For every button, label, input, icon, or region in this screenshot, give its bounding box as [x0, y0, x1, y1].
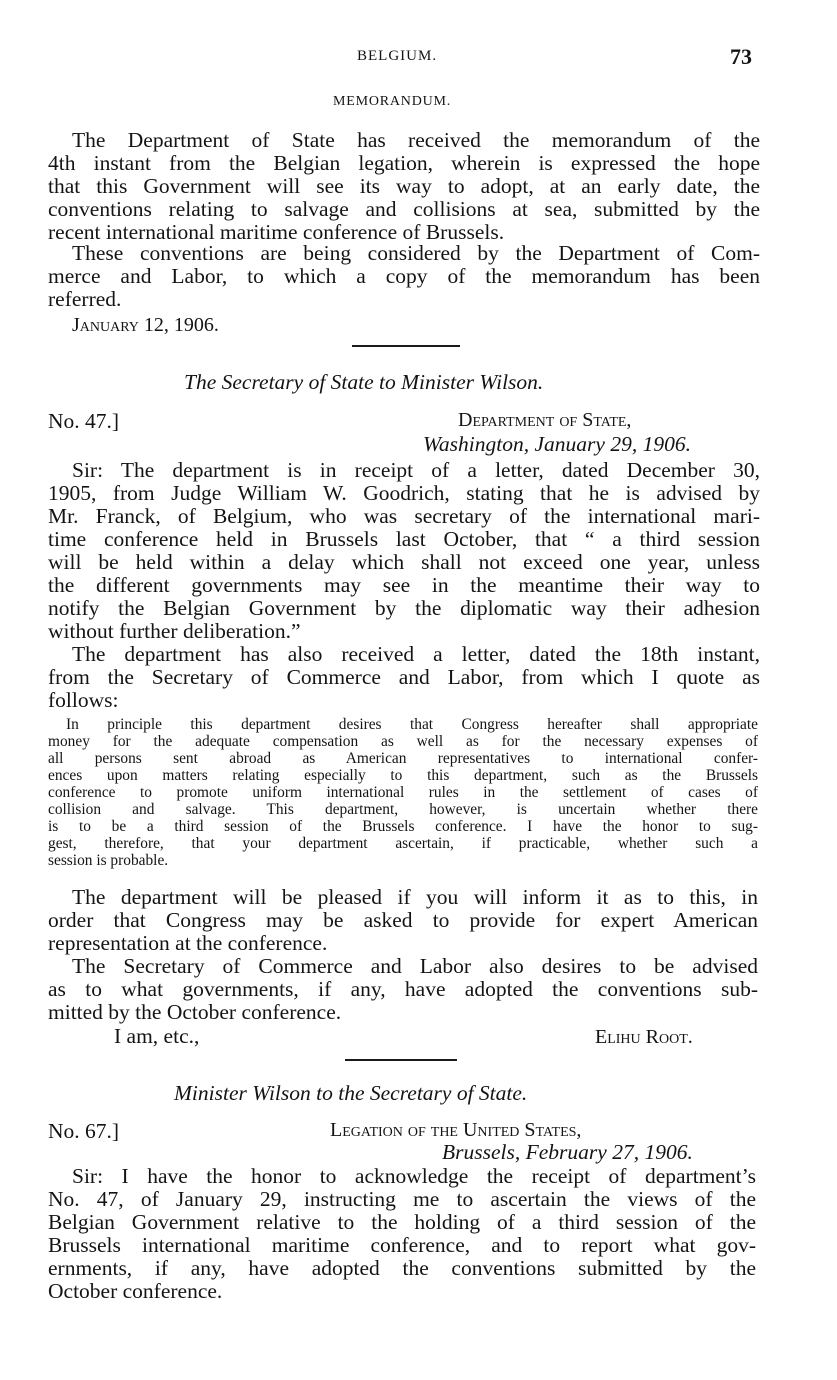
quote-line: is to be a third session of the Brussels conference. I have the honor to sug-: [48, 818, 758, 835]
text-line: The department will be pleased if you will inform it as to this, in: [72, 885, 758, 909]
letter-2-number: No. 67.]: [48, 1119, 120, 1143]
text-line: Sir: The department is in receipt of a letter, dated December 30,: [72, 458, 760, 482]
quote-line: In principle this department desires that Congress hereafter shall appropriate: [66, 716, 758, 733]
letter-2-office: Legation of the United States,: [330, 1119, 582, 1141]
letter-1-place-date: Washington, January 29, 1906.: [423, 432, 691, 456]
quote-line: gest, therefore, that your department ascertain, if practicable, whether such a: [48, 835, 758, 852]
letter-1-signature: Elihu Root.: [595, 1026, 693, 1048]
text-line: time conference held in Brussels last October, that “ a third session: [48, 527, 760, 551]
text-line: notify the Belgian Government by the diplomatic way their adhesion: [48, 596, 760, 620]
letter-2-place-date: Brussels, February 27, 1906.: [442, 1140, 693, 1164]
text-line: without further deliberation.”: [48, 619, 301, 643]
text-line: Brussels international maritime conference, and to report what gov-: [48, 1233, 756, 1257]
memorandum-heading: MEMORANDUM.: [333, 94, 452, 109]
text-line: 1905, from Judge William W. Goodrich, stating that he is advised by: [48, 481, 760, 505]
text-line: referred.: [48, 287, 122, 311]
letter-1-title: The Secretary of State to Minister Wilson.: [184, 370, 544, 394]
text-line: order that Congress may be asked to provide for expert American: [48, 908, 758, 932]
quote-line: session is probable.: [48, 852, 169, 869]
text-line: These conventions are being considered by the Department of Com-: [72, 241, 760, 265]
letter-1-closing: I am, etc.,: [114, 1024, 200, 1048]
text-line: Sir: I have the honor to acknowledge the receipt of department’s: [72, 1164, 756, 1188]
text-line: October conference.: [48, 1279, 223, 1303]
text-line: representation at the conference.: [48, 931, 328, 955]
quote-line: all persons sent abroad as American representatives to international confer-: [48, 750, 758, 767]
text-line: the different governments may see in the meantime their way to: [48, 573, 760, 597]
text-line: mitted by the October conference.: [48, 1000, 342, 1024]
text-line: conventions relating to salvage and collisions at sea, submitted by the: [48, 197, 760, 221]
text-line: from the Secretary of Commerce and Labor, from which I quote as: [48, 665, 760, 689]
running-title: BELGIUM.: [357, 48, 438, 64]
quote-line: ences upon matters relating especially to this department, such as the Brussels: [48, 767, 758, 784]
text-line: No. 47, of January 29, instructing me to ascertain the views of the: [48, 1187, 756, 1211]
section-divider: [345, 1059, 457, 1061]
text-line: The department has also received a letter, dated the 18th instant,: [72, 642, 760, 666]
text-line: merce and Labor, to which a copy of the memorandum has been: [48, 264, 760, 288]
quote-line: conference to promote uniform international rules in the settlement of cases of: [48, 784, 758, 801]
letter-2-title: Minister Wilson to the Secretary of State.: [174, 1081, 528, 1105]
text-line: Belgian Government relative to the holding of a third session of the: [48, 1210, 756, 1234]
letter-1-number: No. 47.]: [48, 409, 120, 433]
section-divider: [352, 345, 460, 347]
memorandum-date: January 12, 1906.: [72, 314, 219, 336]
text-line: Mr. Franck, of Belgium, who was secretary of the international mari-: [48, 504, 760, 528]
text-line: The Department of State has received the memorandum of the: [72, 128, 760, 152]
text-line: as to what governments, if any, have adopted the conventions sub-: [48, 977, 758, 1001]
letter-1-office: Department of State,: [458, 409, 632, 431]
text-line: that this Government will see its way to adopt, at an early date, the: [48, 174, 760, 198]
text-line: will be held within a delay which shall not exceed one year, unless: [48, 550, 760, 574]
quote-line: money for the adequate compensation as well as for the necessary expenses of: [48, 733, 758, 750]
text-line: The Secretary of Commerce and Labor also desires to be advised: [72, 954, 758, 978]
text-line: 4th instant from the Belgian legation, wherein is expressed the hope: [48, 151, 760, 175]
text-line: ernments, if any, have adopted the conventions submitted by the: [48, 1256, 756, 1280]
text-line: recent international maritime conference of Brussels.: [48, 220, 505, 244]
text-line: follows:: [48, 688, 119, 712]
quote-line: collision and salvage. This department, however, is uncertain whether there: [48, 801, 758, 818]
page-number: 73: [730, 44, 752, 69]
